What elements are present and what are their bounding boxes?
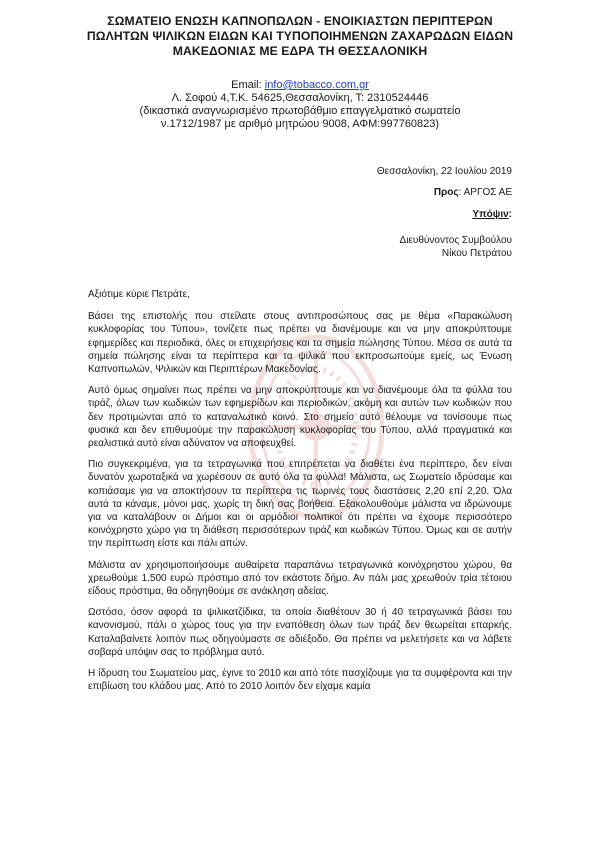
body-paragraph-6: Η ίδρυση του Σωματείου μας, έγινε το 2010 και από τότε πασχίζουμε για τα συμφέροντα και την επιβίωση του κλάδου μας. Από το 2010 λοιπόν δεν είχαμε καμία [88, 668, 512, 693]
cc-label: Υπόψιν [472, 209, 509, 220]
org-name-line-3: ΜΑΚΕΔΟΝΙΑΣ ΜΕ ΕΔΡΑ ΤΗ ΘΕΣΣΑΛΟΝΙΚΗ [172, 44, 428, 58]
body-paragraph-4: Μάλιστα αν χρησιμοποιήσουμε αυθαίρετα παραπάνω τετραγωνικά κοινόχρηστου χώρου, θα χρεωθούμε 1.500 ευρώ πρόστιμο από τον εκάστοτε δήμο. Αν πάλι μας χρεωθούν τρία τέτοιου είδους πρόστιμα, θα οδηγηθούμε σε ανάκληση αδείας. [88, 559, 512, 598]
address-line: Λ. Σοφού 4,Τ.Κ. 54625,Θεσσαλονίκη, Τ: 2310524446 [171, 92, 429, 104]
email-label: Email: [231, 79, 265, 91]
recipient-block [400, 234, 512, 260]
body-paragraph-5: Ωστόσο, όσον αφορά τα ψιλικατζίδικα, τα οποία διαθέτουν 30 ή 40 τετραγωνικά βάσει του κανονισμού, πάλι ο χώρος τους για την εναπόθεση όλων των τιράζ δεν θεωρείται επαρκής. Καταλαβαίνετε λοιπόν πως οδηγούμαστε σε αδιέξοδο. Θα πρέπει να μελετήσετε και να λάβετε σοβαρά υπόψιν σας το πρόβλημα αυτό. [88, 607, 512, 658]
addressee-line [434, 187, 512, 198]
to-value: : ΑΡΓΟΣ ΑΕ [458, 187, 512, 198]
body-paragraph-1: Βάσει της επιστολής που στείλατε στους αντιπροσώπους σας με θέμα «Παρακώλυση κυκλοφορίας του Τύπου», τονίζετε πως πρέπει να διανέμουμε και να μην αποκρύπτουμε εφημερίδες και περιοδικά, όλες οι επιχειρήσεις και τα σημεία πώλησης Τύπου. Μέσα σε αυτά τα σημεία πώλησης είναι τα περίπτερα και τα ψιλικά που εκπροσωπούμε εμείς, ως Ένωση Καπνοπωλών, Ψιλικών και Περιπτέρων Μακεδονίας. [88, 311, 512, 376]
salutation: Αξιότιμε κύριε Πετράτε, [88, 289, 190, 300]
to-label: Προς [433, 187, 459, 198]
recipient-name: Νίκου Πετράτου [441, 248, 512, 259]
letter-date: Θεσσαλονίκη, 22 Ιουλίου 2019 [376, 166, 512, 177]
registry-line-1: (δικαστικά αναγνωρισμένο πρωτοβάθμιο επαγγελματικό σωματείο [139, 105, 461, 117]
letterhead [40, 14, 560, 59]
body-paragraph-3: Πιο συγκεκριμένα, για τα τετραγωνικά που επιτρέπεται να διαθέτει ένα περίπτερο, δεν είναι δυνατόν χωροταξικά να χωρέσουν σε αυτό όλα τα φύλλα! Μάλιστα, ως Σωματείο ιδρύσαμε και κοπιάσαμε για να αποκτήσουν τα περίπτερα τις τωρινές τους διαστάσεις 2,20 επί 2,20. Όλα αυτά τα κάναμε, μόνοι μας, χωρίς τη δική σας βοήθεια. Εξακολουθούμε μάλιστα να ιδρώνουμε για να καταλάβουν οι Δήμοι και οι αρμόδιοι πολιτικοί ότι πρέπει να έχουμε περισσότερο κοινόχρηστο χώρο για τη διάθεση περισσότερων τιράζ και κωδικών Τύπου. Όμως και σε αυτήν την περίπτωση είστε και πάλι απών. [88, 459, 512, 550]
registry-line-2: ν.1712/1987 με αριθμό μητρώου 9008, ΑΦΜ:997760823) [160, 118, 440, 130]
email-link[interactable]: info@tobacco.com.gr [264, 79, 369, 91]
org-name-line-2: ΠΩΛΗΤΩΝ ΨΙΛΙΚΩΝ ΕΙΔΩΝ ΚΑΙ ΤΥΠΟΠΟΙΗΜΕΝΩΝ ΖΑΧΑΡΩΔΩΝ ΕΙΔΩΝ [86, 29, 514, 43]
org-name-line-1: ΣΩΜΑΤΕΙΟ ΕΝΩΣΗ ΚΑΠΝΟΠΩΛΩΝ - ΕΝΟΙΚΙΑΣΤΩΝ ΠΕΡΙΠΤΕΡΩΝ [107, 14, 493, 28]
contact-block [60, 79, 540, 131]
letter-body [88, 288, 512, 701]
email-line [60, 79, 540, 92]
attention-line [472, 209, 512, 220]
recipient-title: Διευθύνοντος Συμβούλου [399, 235, 512, 246]
cc-colon: : [508, 209, 512, 220]
body-paragraph-2: Αυτό όμως σημαίνει πως πρέπει να μην αποκρύπτουμε και να διανέμουμε όλα τα φύλλα του τιράζ, όλων των κωδικών των εφημερίδων και περιοδικών, ακόμη και αυτών των κωδικών που δεν προτιμώνται από το καταναλωτικό κοινό. Στο σημείο αυτό θέλουμε να τονίσουμε πως φυσικά και δεν επιθυμούμε την παρακώλυση κυκλοφορίας του Τύπου, αλλά πραγματικά και ρεαλιστικά αυτό είναι αδύνατον να αποφευχθεί. [88, 385, 512, 450]
